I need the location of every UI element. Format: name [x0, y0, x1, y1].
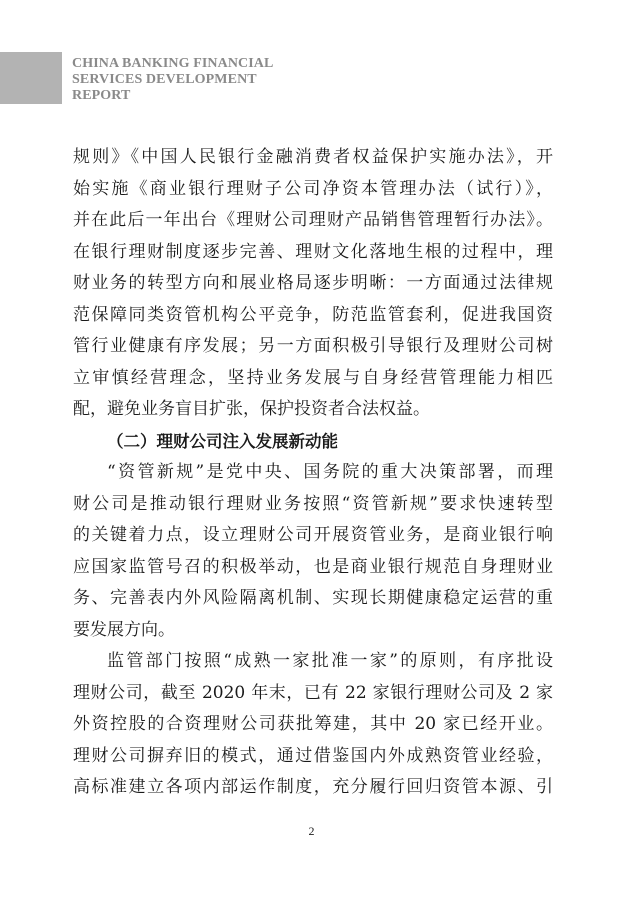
page-number: 2	[308, 824, 315, 838]
paragraph-line: 始实施《商业银行理财子公司净资本管理办法（试行）》，	[73, 178, 553, 199]
paragraph-line: 理财公司摒弃旧的模式，通过借鉴国内外成熟资管业经验，	[73, 745, 553, 766]
paragraph-line: “资管新规”是党中央、国务院的重大决策部署，而理	[107, 462, 553, 482]
report-header-title	[72, 56, 273, 104]
paragraph-line: 财业务的转型方向和展业格局逐步明晰：一方面通过法律规	[73, 273, 553, 293]
paragraph-line: 务、完善表内外风险隔离机制、实现长期健康稳定运营的重	[73, 588, 553, 608]
header-title-line-1: CHINA BANKING FINANCIAL	[72, 56, 274, 71]
paragraph-line: 在银行理财制度逐步完善、理财文化落地生根的过程中，理	[73, 241, 553, 262]
paragraph-line: 配，避免业务盲目扩张，保护投资者合法权益。	[73, 399, 430, 419]
document-body	[73, 142, 553, 804]
paragraph-line: 外资控股的合资理财公司获批筹建，其中 20 家已经开业。	[73, 714, 553, 734]
paragraph-line: 应国家监管号召的积极举动，也是商业银行规范自身理财业	[73, 556, 553, 577]
header-title-line-3: REPORT	[72, 88, 131, 103]
paragraph-line: 高标准建立各项内部运作制度，充分履行回归资管本源、引	[73, 777, 553, 797]
paragraph-line: 范保障同类资管机构公平竞争，防范监管套利，促进我国资	[73, 304, 553, 325]
header-title-line-2: SERVICES DEVELOPMENT	[72, 72, 257, 87]
section-heading: （二）理财公司注入发展新动能	[107, 431, 338, 451]
paragraph-line: 规则》《中国人民银行金融消费者权益保护实施办法》，开	[73, 147, 553, 167]
paragraph-line: 要发展方向。	[73, 619, 175, 640]
paragraph-line: 的关键着力点，设立理财公司开展资管业务，是商业银行响	[73, 525, 553, 545]
paragraph-line: 管行业健康有序发展；另一方面积极引导银行及理财公司树	[73, 336, 553, 356]
paragraph-line: 监管部门按照“成熟一家批准一家”的原则，有序批设	[107, 651, 553, 671]
paragraph-line: 并在此后一年出台《理财公司理财产品销售管理暂行办法》。	[73, 210, 553, 230]
paragraph-line: 财公司是推动银行理财业务按照“资管新规”要求快速转型	[73, 493, 553, 514]
header-corner-block	[0, 52, 62, 104]
paragraph-line: 立审慎经营理念，坚持业务发展与自身经营管理能力相匹	[73, 367, 553, 388]
paragraph-line: 理财公司，截至 2020 年末，已有 22 家银行理财公司及 2 家	[73, 682, 553, 703]
